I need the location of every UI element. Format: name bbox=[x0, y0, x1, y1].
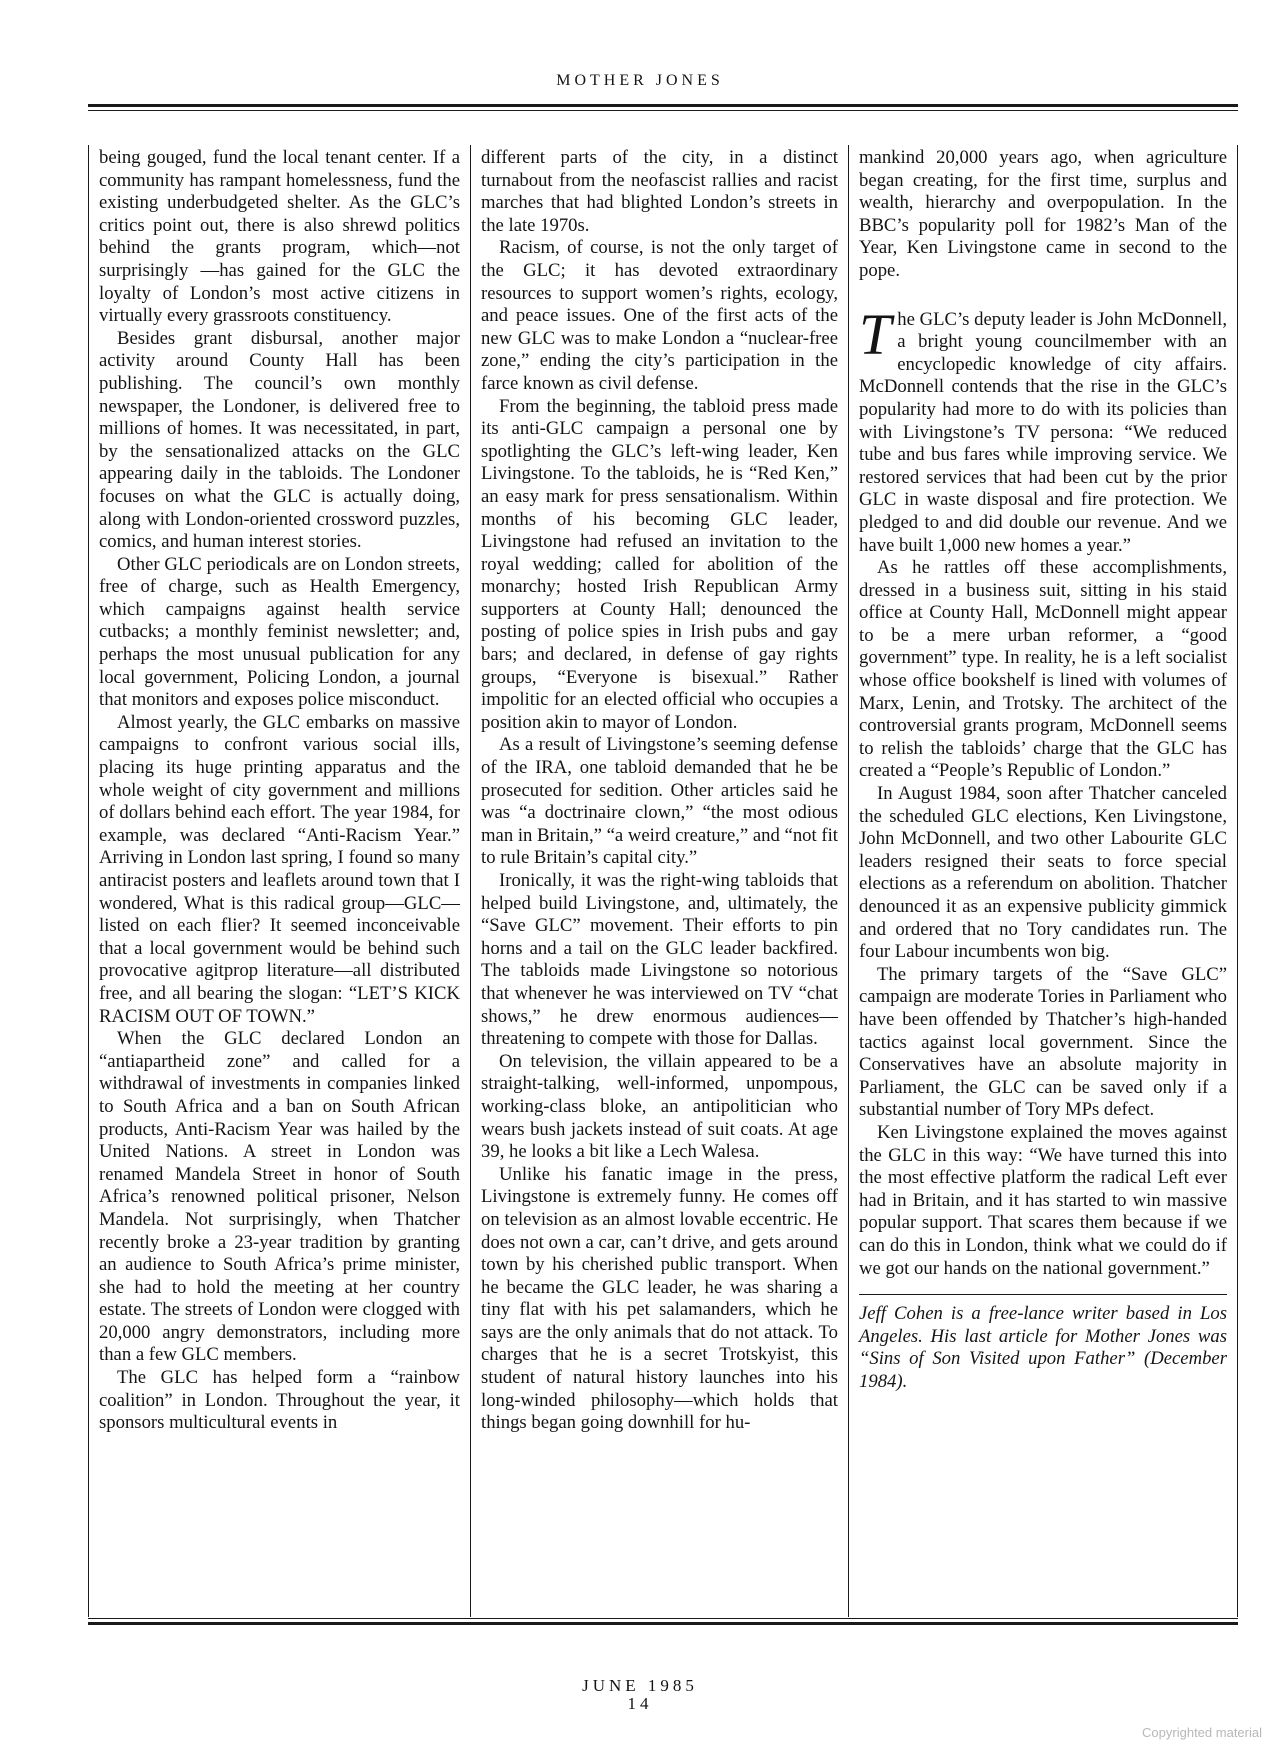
paragraph: Racism, of course, is not the only target of the GLC; it has devoted extraordinary resources to support women’s rights, ecology, and peace issues. One of the first acts of the new GLC was to make London a “nuclear-free zone,” ending the city’s participation in the farce known as civil defense. bbox=[481, 237, 838, 394]
author-bio: Jeff Cohen is a free-lance writer based in Los Angeles. His last article for Mother Jones was “Sins of Son Visited upon Father” (December 1984). bbox=[859, 1303, 1227, 1392]
column-1 bbox=[88, 145, 471, 1617]
page-number: 14 bbox=[627, 1694, 653, 1713]
paragraph: From the beginning, the tabloid press made its anti-GLC campaign a personal one by spotlighting the GLC’s left-wing leader, Ken Livingstone. To the tabloids, he is “Red Ken,” an easy mark for press sensationalism. Within months of his becoming GLC leader, Livingstone had refused an invitation to the royal wedding; called for abolition of the monarchy; hosted Irish Republican Army supporters at County Hall; denounced the posting of police spies in Irish pubs and gay bars; and declared, in defense of gay rights groups, “Everyone is bisexual.” Rather impolitic for an elected official who occupies a position akin to mayor of London. bbox=[481, 395, 838, 733]
column-3 bbox=[849, 145, 1238, 1617]
bio-divider bbox=[859, 1294, 1227, 1295]
paragraph-text: he GLC’s deputy leader is John McDonnell, a bright young councilmember with an encyclopedic knowledge of city affairs. McDonnell contends that the rise in the GLC’s popularity had more to do with its policies than with Livingstone’s TV persona: “We reduced tube and bus fares while improving service. We restored services that had been cut by the prior GLC in waste disposal and fire protection. We pledged to and did double our revenue. And we have built 1,000 new homes a year.” bbox=[859, 308, 1227, 556]
issue-date: JUNE 1985 bbox=[582, 1676, 698, 1695]
footer-rule-thin bbox=[88, 1618, 1238, 1619]
folio bbox=[0, 1677, 1280, 1713]
paragraph: being gouged, fund the local tenant center. If a community has rampant homelessness, fund the existing underbudgeted shelter. As the GLC’s critics point out, there is also shrewd politics behind the grants program, which—not surprisingly —has gained for the GLC the loyalty of London’s most active citizens in virtually every grassroots constituency. bbox=[99, 147, 460, 327]
paragraph: The GLC has helped form a “rainbow coalition” in London. Throughout the year, it sponsors multicultural events in bbox=[99, 1367, 460, 1434]
header-rule-thick bbox=[88, 104, 1238, 107]
header-rule-thin bbox=[88, 110, 1238, 111]
copyright-watermark: Copyrighted material bbox=[1142, 1725, 1262, 1740]
paragraph: Besides grant disbursal, another major activity around County Hall has been publishing. The council’s own monthly newspaper, the Londoner, is delivered free to millions of homes. It was necessitated, in part, by the sensationalized attacks on the GLC appearing daily in the tabloids. The Londoner focuses on what the GLC is actually doing, along with London-oriented crossword puzzles, comics, and human interest stories. bbox=[99, 327, 460, 553]
paragraph: As he rattles off these accomplishments, dressed in a business suit, sitting in his staid office at County Hall, McDonnell might appear to be a mere urban reformer, a “good government” type. In reality, he is a left socialist whose office bookshelf is lined with volumes of Marx, Lenin, and Trotsky. The architect of the controversial grants program, McDonnell seems to relish the tabloids’ charge that the GLC has created a “People’s Republic of London.” bbox=[859, 557, 1227, 782]
column-2 bbox=[471, 145, 849, 1617]
footer-rule-thick bbox=[88, 1622, 1238, 1625]
paragraph: mankind 20,000 years ago, when agriculture began creating, for the first time, surplus and wealth, hierarchy and overpopulation. In the BBC’s popularity poll for 1982’s Man of the Year, Ken Livingstone came in second to the pope. bbox=[859, 147, 1227, 281]
paragraph: The primary targets of the “Save GLC” campaign are moderate Tories in Parliament who have been offended by Thatcher’s high-handed tactics against local government. Since the Conservatives have an absolute majority in Parliament, the GLC can be saved only if a substantial number of Tory MPs defect. bbox=[859, 963, 1227, 1121]
paragraph: Ironically, it was the right-wing tabloids that helped build Livingstone, and, ultimately, the “Save GLC” movement. Their efforts to pin horns and a tail on the GLC leader backfired. The tabloids made Livingstone so notorious that whenever he was interviewed on TV “chat shows,” he drew enormous audiences—threatening to compete with those for Dallas. bbox=[481, 870, 838, 1050]
paragraph: In August 1984, soon after Thatcher canceled the scheduled GLC elections, Ken Livingstone, John McDonnell, and two other Labourite GLC leaders resigned their seats to force special elections as a referendum on abolition. Thatcher denounced it as an expensive publicity gimmick and ordered that no Tory candidates run. The four Labour incumbents won big. bbox=[859, 783, 1227, 963]
paragraph: On television, the villain appeared to be a straight-talking, well-informed, unpompous, working-class bloke, an antipolitician who wears bush jackets instead of suit coats. At age 39, he looks a bit like a Lech Walesa. bbox=[481, 1050, 838, 1163]
paragraph: As a result of Livingstone’s seeming defense of the IRA, one tabloid demanded that he be prosecuted for sedition. Other articles said he was “a doctrinaire clown,” “the most odious man in Britain,” “a weird creature,” and “not fit to rule Britain’s capital city.” bbox=[481, 734, 838, 869]
dropcap: T bbox=[859, 301, 892, 367]
paragraph: Unlike his fanatic image in the press, Livingstone is extremely funny. He comes off on television as an almost lovable eccentric. He does not own a car, can’t drive, and gets around town by his cherished public transport. When he became the GLC leader, he was sharing a tiny flat with his pet salamanders, which he says are the only animals that do not attack. To charges that he is a secret Trotskyist, this student of natural history launches into his long-winded philosophy—which holds that things began going downhill for hu- bbox=[481, 1163, 838, 1434]
paragraph: When the GLC declared London an “antiapartheid zone” and called for a withdrawal of investments in companies linked to South Africa and a ban on South African products, Anti-Racism Year was hailed by the United Nations. A street in London was renamed Mandela Street in honor of South Africa’s renowned political prisoner, Nelson Mandela. Not surprisingly, when Thatcher recently broke a 23-year tradition by granting an audience to South Africa’s prime minister, she had to hold the meeting at her country estate. The streets of London were clogged with 20,000 angry demonstrators, including more than a few GLC members. bbox=[99, 1028, 460, 1366]
article-body bbox=[88, 145, 1238, 1617]
paragraph: Ken Livingstone explained the moves against the GLC in this way: “We have turned this into the most effective platform the radical Left ever had in Britain, and it has started to win massive popular support. That scares them because if we can do this in London, think what we could do if we got our hands on the national government.” bbox=[859, 1121, 1227, 1279]
paragraph: Other GLC periodicals are on London streets, free of charge, such as Health Emergency, which campaigns against health service cutbacks; a monthly feminist newsletter; and, perhaps the most unusual publication for any local government, Policing London, a journal that monitors and exposes police misconduct. bbox=[99, 553, 460, 711]
running-head: MOTHER JONES bbox=[556, 72, 724, 89]
paragraph: different parts of the city, in a distinct turnabout from the neofascist rallies and racist marches that had blighted London’s streets in the late 1970s. bbox=[481, 147, 838, 236]
paragraph: Almost yearly, the GLC embarks on massive campaigns to confront various social ills, placing its huge printing apparatus and the whole weight of city government and millions of dollars behind each effort. The year 1984, for example, was declared “Anti-Racism Year.” Arriving in London last spring, I found so many antiracist posters and leaflets around town that I wondered, What is this radical group—GLC—listed on each flier? It seemed inconceivable that a local government would be behind such provocative agitprop literature—all distributed free, and all bearing the slogan: “LET’S KICK RACISM OUT OF TOWN.” bbox=[99, 711, 460, 1027]
dropcap-paragraph bbox=[859, 301, 1227, 558]
